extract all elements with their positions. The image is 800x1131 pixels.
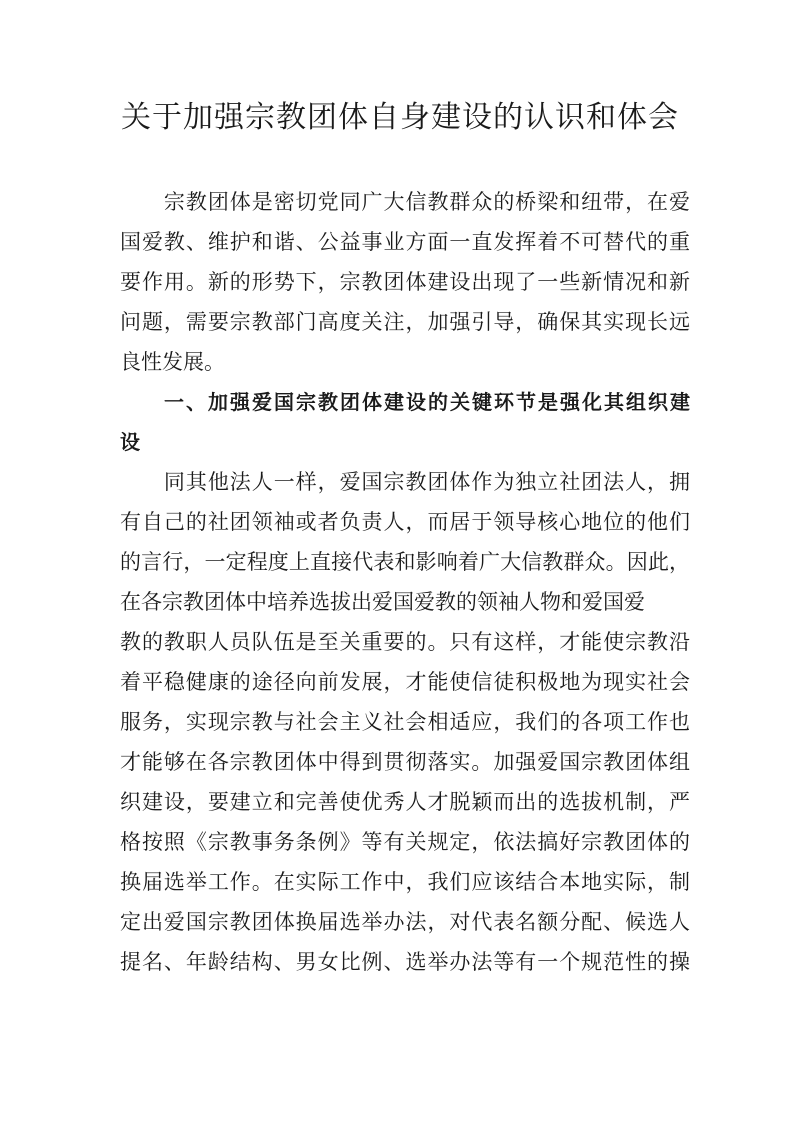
body-line: 提名、年龄结构、男女比例、选举办法等有一个规范性的操 bbox=[120, 950, 690, 974]
body-line: 问题，需要宗教部门高度关注，加强引导，确保其实现长远 bbox=[120, 310, 690, 334]
page-title: 关于加强宗教团体自身建设的认识和体会 bbox=[121, 100, 679, 135]
body-line: 格按照《宗教事务条例》等有关规定，依法搞好宗教团体的 bbox=[120, 830, 690, 854]
body-line: 的言行，一定程度上直接代表和影响着广大信教群众。因此， bbox=[120, 550, 690, 574]
body-line: 在各宗教团体中培养选拔出爱国爱教的领袖人物和爱国爱 bbox=[120, 590, 645, 614]
document-body bbox=[120, 182, 690, 982]
body-line: 织建设，要建立和完善使优秀人才脱颖而出的选拔机制，严 bbox=[120, 790, 690, 814]
body-line: 宗教团体是密切党同广大信教群众的桥梁和纽带，在爱 bbox=[120, 190, 690, 214]
body-line: 定出爱国宗教团体换届选举办法，对代表名额分配、候选人 bbox=[120, 910, 690, 934]
body-line: 要作用。新的形势下，宗教团体建设出现了一些新情况和新 bbox=[120, 270, 690, 294]
body-line: 有自己的社团领袖或者负责人，而居于领导核心地位的他们 bbox=[120, 510, 690, 534]
body-line: 换届选举工作。在实际工作中，我们应该结合本地实际，制 bbox=[120, 870, 690, 894]
section-heading: 一、加强爱国宗教团体建设的关键环节是强化其组织建 bbox=[120, 390, 690, 414]
section-heading: 设 bbox=[120, 430, 140, 454]
body-line: 同其他法人一样，爱国宗教团体作为独立社团法人，拥 bbox=[120, 470, 690, 494]
body-line: 服务，实现宗教与社会主义社会相适应，我们的各项工作也 bbox=[120, 710, 690, 734]
body-line: 良性发展。 bbox=[120, 350, 225, 374]
body-line: 着平稳健康的途径向前发展，才能使信徒积极地为现实社会 bbox=[120, 670, 690, 694]
body-line: 国爱教、维护和谐、公益事业方面一直发挥着不可替代的重 bbox=[120, 230, 690, 254]
body-line: 才能够在各宗教团体中得到贯彻落实。加强爱国宗教团体组 bbox=[120, 750, 690, 774]
body-line: 教的教职人员队伍是至关重要的。只有这样，才能使宗教沿 bbox=[120, 630, 690, 654]
